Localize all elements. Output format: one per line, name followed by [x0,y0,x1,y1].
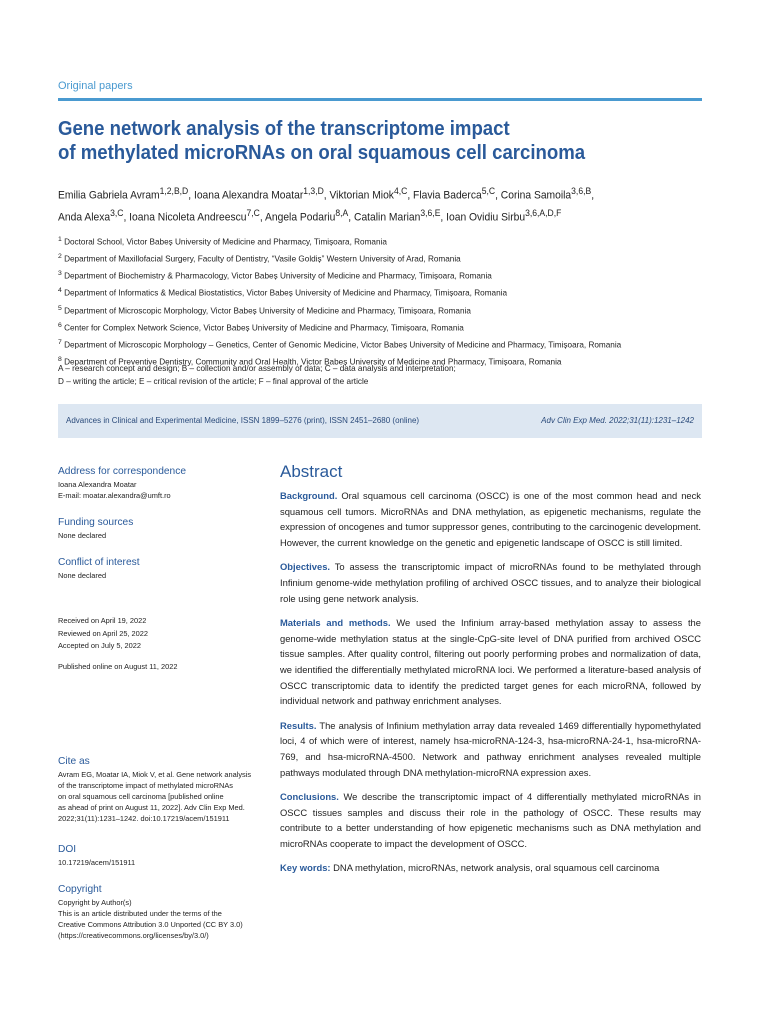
published-block [58,661,258,672]
affiliation-text: Department of Preventive Dentistry, Community and Oral Health, Victor Babeș University of Medicine and Pharmacy, Timișoara, Romania [64,357,562,367]
author-sup: 3,6,E [420,207,441,218]
affiliation-text: Department of Informatics & Medical Biostatistics, Victor Babeș University of Medicine and Pharmacy, Timișoara, Romania [64,289,507,299]
conclusions-text: We describe the transcriptomic impact of 4 differentially methylated microRNAs in OSCC tissues samples and discuss their role in the pathology of OSCC. These results may contribute to a better understanding of how epigenetic mechanisms such as DNA methylation and microRNAs cooperate to impact the development of OSCC. [280,791,701,849]
author-sup: 3,C [110,207,124,218]
affiliation [58,267,738,284]
affiliation [58,233,738,250]
affiliation-num: 2 [58,253,62,261]
date-accepted: Accepted on July 5, 2022 [58,641,141,650]
affiliation-text: Doctoral School, Victor Babeș University of Medicine and Pharmacy, Timișoara, Romania [64,237,387,247]
affiliation-num: 3 [58,270,62,278]
copyright-block [58,883,258,941]
background-label: Background. [280,490,338,501]
funding-block [58,516,258,541]
objectives-text: To assess the transcriptomic impact of microRNAs found to be methylated through Infinium genome-wide methylation profiling of archived OSCC tissues, and to analyze their biological role using gene network analysis. [280,561,701,604]
abstract-results [280,718,701,780]
date-reviewed: Reviewed on April 25, 2022 [58,628,148,638]
contribution-line: D – writing the article; E – critical revision of the article; F – final approval of the article [58,377,369,386]
author-name: Flavia Baderca [413,189,482,202]
author-name: Corina Samoila [500,189,572,202]
affiliation-num: 6 [58,321,62,329]
author-sup: 5,C [481,186,496,196]
copyright-heading: Copyright [58,884,102,895]
author-list [58,183,665,226]
author-sep: , [440,211,447,224]
cite-line: on oral squamous cell carcinoma [published online [58,792,224,801]
background-text: Oral squamous cell carcinoma (OSCC) is one of the most common head and neck squamous cell tumors. MicroRNAs and DNA methylation, as epigenetic mechanisms, regulate the expression of oncogenes and tumor suppressor genes, contributing to the carcinogenic development. However, the current knowledge on the genetic and epigenetic landscape of OSCC is still limited. [280,490,701,548]
keywords-text: DNA methylation, microRNAs, network analysis, oral squamous cell carcinoma [330,862,660,874]
affiliation-text: Department of Microscopic Morphology – Genetics, Center of Genomic Medicine, Victor Babeș University of Medicine and Pharmacy, Timișoara, Romania [64,340,622,350]
affiliation-num: 4 [58,287,62,295]
author-sep: , [591,189,595,202]
article-title [58,117,663,165]
abstract-body [280,488,701,885]
date-received: Received on April 19, 2022 [58,616,147,625]
author-sup: 1,3,D [303,186,324,196]
author-name: Ioana Nicoleta Andreescu [129,211,247,224]
author-sep: , [188,189,194,202]
doi-heading: DOI [58,844,77,855]
copyright-line: Copyright by Author(s) [58,898,132,907]
funding-value: None declared [58,531,107,540]
abstract-objectives [280,559,701,606]
author-name: Emilia Gabriela Avram [58,189,160,202]
affiliation-text: Department of Maxillofacial Surgery, Faculty of Dentistry, “Vasile Goldiș” Western University of Arad, Romania [64,254,461,264]
affiliation [58,336,738,353]
copyright-line: This is an article distributed under the terms of the [58,909,222,918]
cite-line: Avram EG, Moatar IA, Miok V, et al. Gene network analysis [58,770,252,779]
address-line: Ioana Alexandra Moatar [58,480,137,489]
dates-block [58,615,258,653]
cite-line: as ahead of print on August 11, 2022]. Adv Clin Exp Med. [58,803,245,812]
abstract-background [280,488,701,550]
copyright-line[interactable]: (https://creativecommons.org/licenses/by/3.0/) [58,931,209,940]
author-sup: 3,6,B [571,186,592,196]
journal-issn: Advances in Clinical and Experimental Medicine, ISSN 1899–5276 (print), ISSN 2451–2680 (online) [66,416,420,425]
abstract-conclusions [280,789,701,851]
author-sep: , [407,189,414,202]
cite-block [58,755,258,824]
author-line [58,183,665,205]
author-name: Anda Alexa [58,211,111,224]
author-sup: 1,2,B,D [159,186,189,196]
abstract-keywords [280,860,701,876]
title-line: of methylated microRNAs on oral squamous cell carcinoma [58,142,586,164]
cite-line: 2022;31(11):1231–1242. doi:10.17219/acem/151911 [58,814,230,823]
journal-band [58,404,702,438]
methods-text: We used the Infinium array-based methylation assay to assess the genome-wide methylation status at the single-CpG-site level of DNA purified from archived OSCC tissue samples. After quality control, filtering out poorly performing probes and normalization of data, we identified the differentially methylated microRNA loci. We performed a literature-based analysis of OSCC transcriptomic data to identify the predicted target genes for each microRNA, followed by individual network and pathway enrichment analyses. [280,617,701,707]
affiliation-num: 5 [58,304,62,312]
conflict-heading: Conflict of interest [58,557,140,568]
abstract-heading: Abstract [280,462,343,481]
author-sep: , [259,211,265,224]
funding-heading: Funding sources [58,517,134,528]
conflict-block [58,556,258,581]
author-sep: , [323,189,330,202]
author-name: Ioana Alexandra Moatar [193,189,304,202]
affiliation [58,302,738,319]
author-sep: , [348,211,355,224]
address-heading: Address for correspondence [58,466,186,477]
author-sep: , [123,211,130,224]
section-label: Original papers [58,80,133,92]
author-sup: 8,A [335,207,349,218]
author-name: Catalin Marian [354,211,421,224]
affiliation [58,319,738,336]
author-sup: 7,C [246,207,260,218]
affiliation-list [58,233,738,370]
affiliation-num: 8 [58,355,62,363]
conclusions-label: Conclusions. [280,791,339,803]
date-published: Published online on August 11, 2022 [58,662,178,671]
author-sep: , [495,189,501,202]
keywords-label: Key words: [280,862,331,874]
affiliation [58,284,738,301]
conflict-value: None declared [58,571,107,580]
copyright-line: Creative Commons Attribution 3.0 Unported (CC BY 3.0) [58,920,243,929]
address-line[interactable]: E-mail: moatar.alexandra@umft.ro [58,491,171,500]
author-name: Ioan Ovidiu Sirbu [446,211,526,224]
address-block [58,465,258,501]
affiliation [58,250,738,267]
abstract-methods [280,615,701,709]
results-text: The analysis of Infinium methylation array data revealed 1469 differentially hypomethylated loci, 4 of which were of interest, namely hsa-microRNA-124-3, hsa-microRNA-24-1, hsa-microRNA-769, and hsa-microRNA-4500. Network and pathway enrichment analyses revealed multiple pathways modulated through DNA methylation-microRNA expression axes. [280,719,701,778]
methods-label: Materials and methods. [280,617,391,629]
cite-line: of the transcriptome impact of methylated microRNAs [58,781,233,790]
objectives-label: Objectives. [280,561,331,573]
doi-block [58,843,258,868]
author-name: Angela Podariu [265,211,336,224]
cite-heading: Cite as [58,756,90,767]
title-line: Gene network analysis of the transcriptome impact [58,118,510,140]
affiliation-num: 7 [58,338,62,346]
results-label: Results. [280,719,317,731]
top-rule [58,98,702,101]
contribution-legend [58,362,456,388]
author-name: Viktorian Miok [329,189,394,202]
author-sup: 3,6,A,D,F [525,207,562,218]
journal-citation: Adv Clin Exp Med. 2022;31(11):1231–1242 [541,416,694,425]
author-sup: 4,C [393,186,408,196]
contribution-line: A – research concept and design; B – collection and/or assembly of data; C – data analysis and interpretation; [58,364,456,373]
affiliation-text: Center for Complex Network Science, Victor Babeș University of Medicine and Pharmacy, Timișoara, Romania [64,323,464,333]
affiliation-text: Department of Biochemistry & Pharmacology, Victor Babeș University of Medicine and Pharmacy, Timișoara, Romania [64,272,492,282]
doi-value[interactable]: 10.17219/acem/151911 [58,858,136,867]
affiliation-text: Department of Microscopic Morphology, Victor Babeș University of Medicine and Pharmacy, Timișoara, Romania [64,306,471,316]
author-line [58,205,665,227]
affiliation-num: 1 [58,236,62,243]
